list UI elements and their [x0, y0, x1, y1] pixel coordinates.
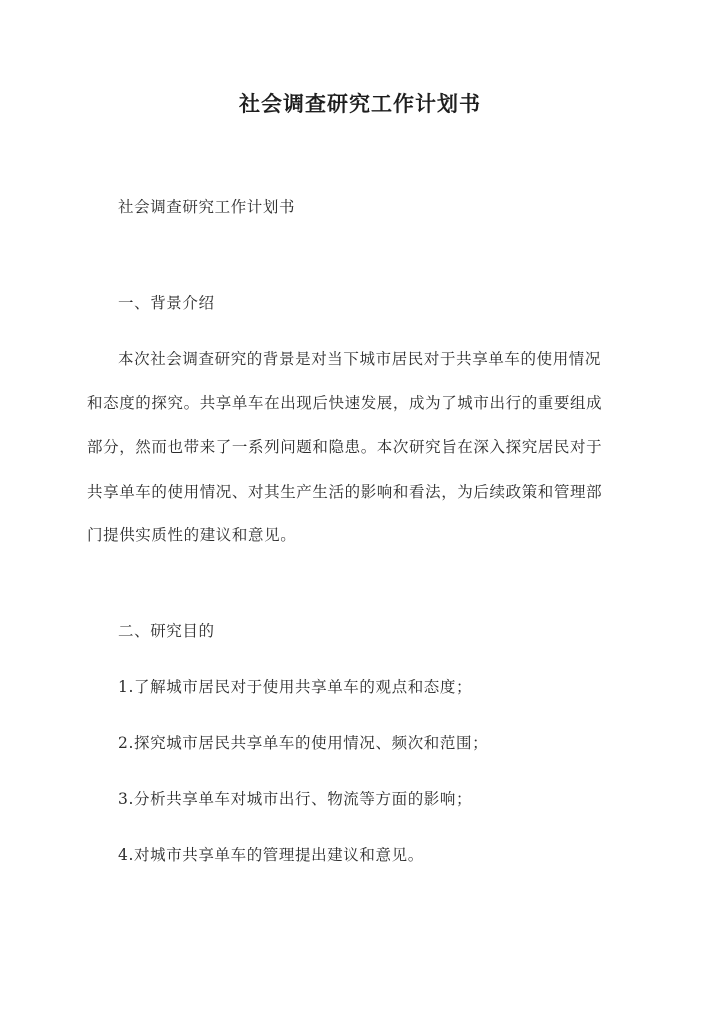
paragraph-line: 部分，然而也带来了一系列问题和隐患。本次研究旨在深入探究居民对于 — [87, 438, 603, 456]
paragraph-line: 本次社会调查研究的背景是对当下城市居民对于共享单车的使用情况 — [118, 350, 602, 368]
paragraph-line: 共享单车的使用情况、对其生产生活的影响和看法，为后续政策和管理部 — [87, 483, 603, 501]
list-item: 1.了解城市居民对于使用共享单车的观点和态度； — [118, 678, 473, 696]
document-title: 社会调查研究工作计划书 — [239, 91, 481, 116]
paragraph-line: 门提供实质性的建议和意见。 — [87, 526, 297, 544]
paragraph-line: 和态度的探究。共享单车在出现后快速发展，成为了城市出行的重要组成 — [87, 394, 603, 412]
document-subtitle: 社会调查研究工作计划书 — [118, 198, 296, 216]
list-item: 4.对城市共享单车的管理提出建议和意见。 — [118, 846, 424, 864]
list-item: 3.分析共享单车对城市出行、物流等方面的影响； — [118, 790, 473, 808]
section-heading-objectives: 二、研究目的 — [118, 622, 215, 640]
list-item: 2.探究城市居民共享单车的使用情况、频次和范围； — [118, 734, 489, 752]
section-heading-background: 一、背景介绍 — [118, 294, 215, 312]
